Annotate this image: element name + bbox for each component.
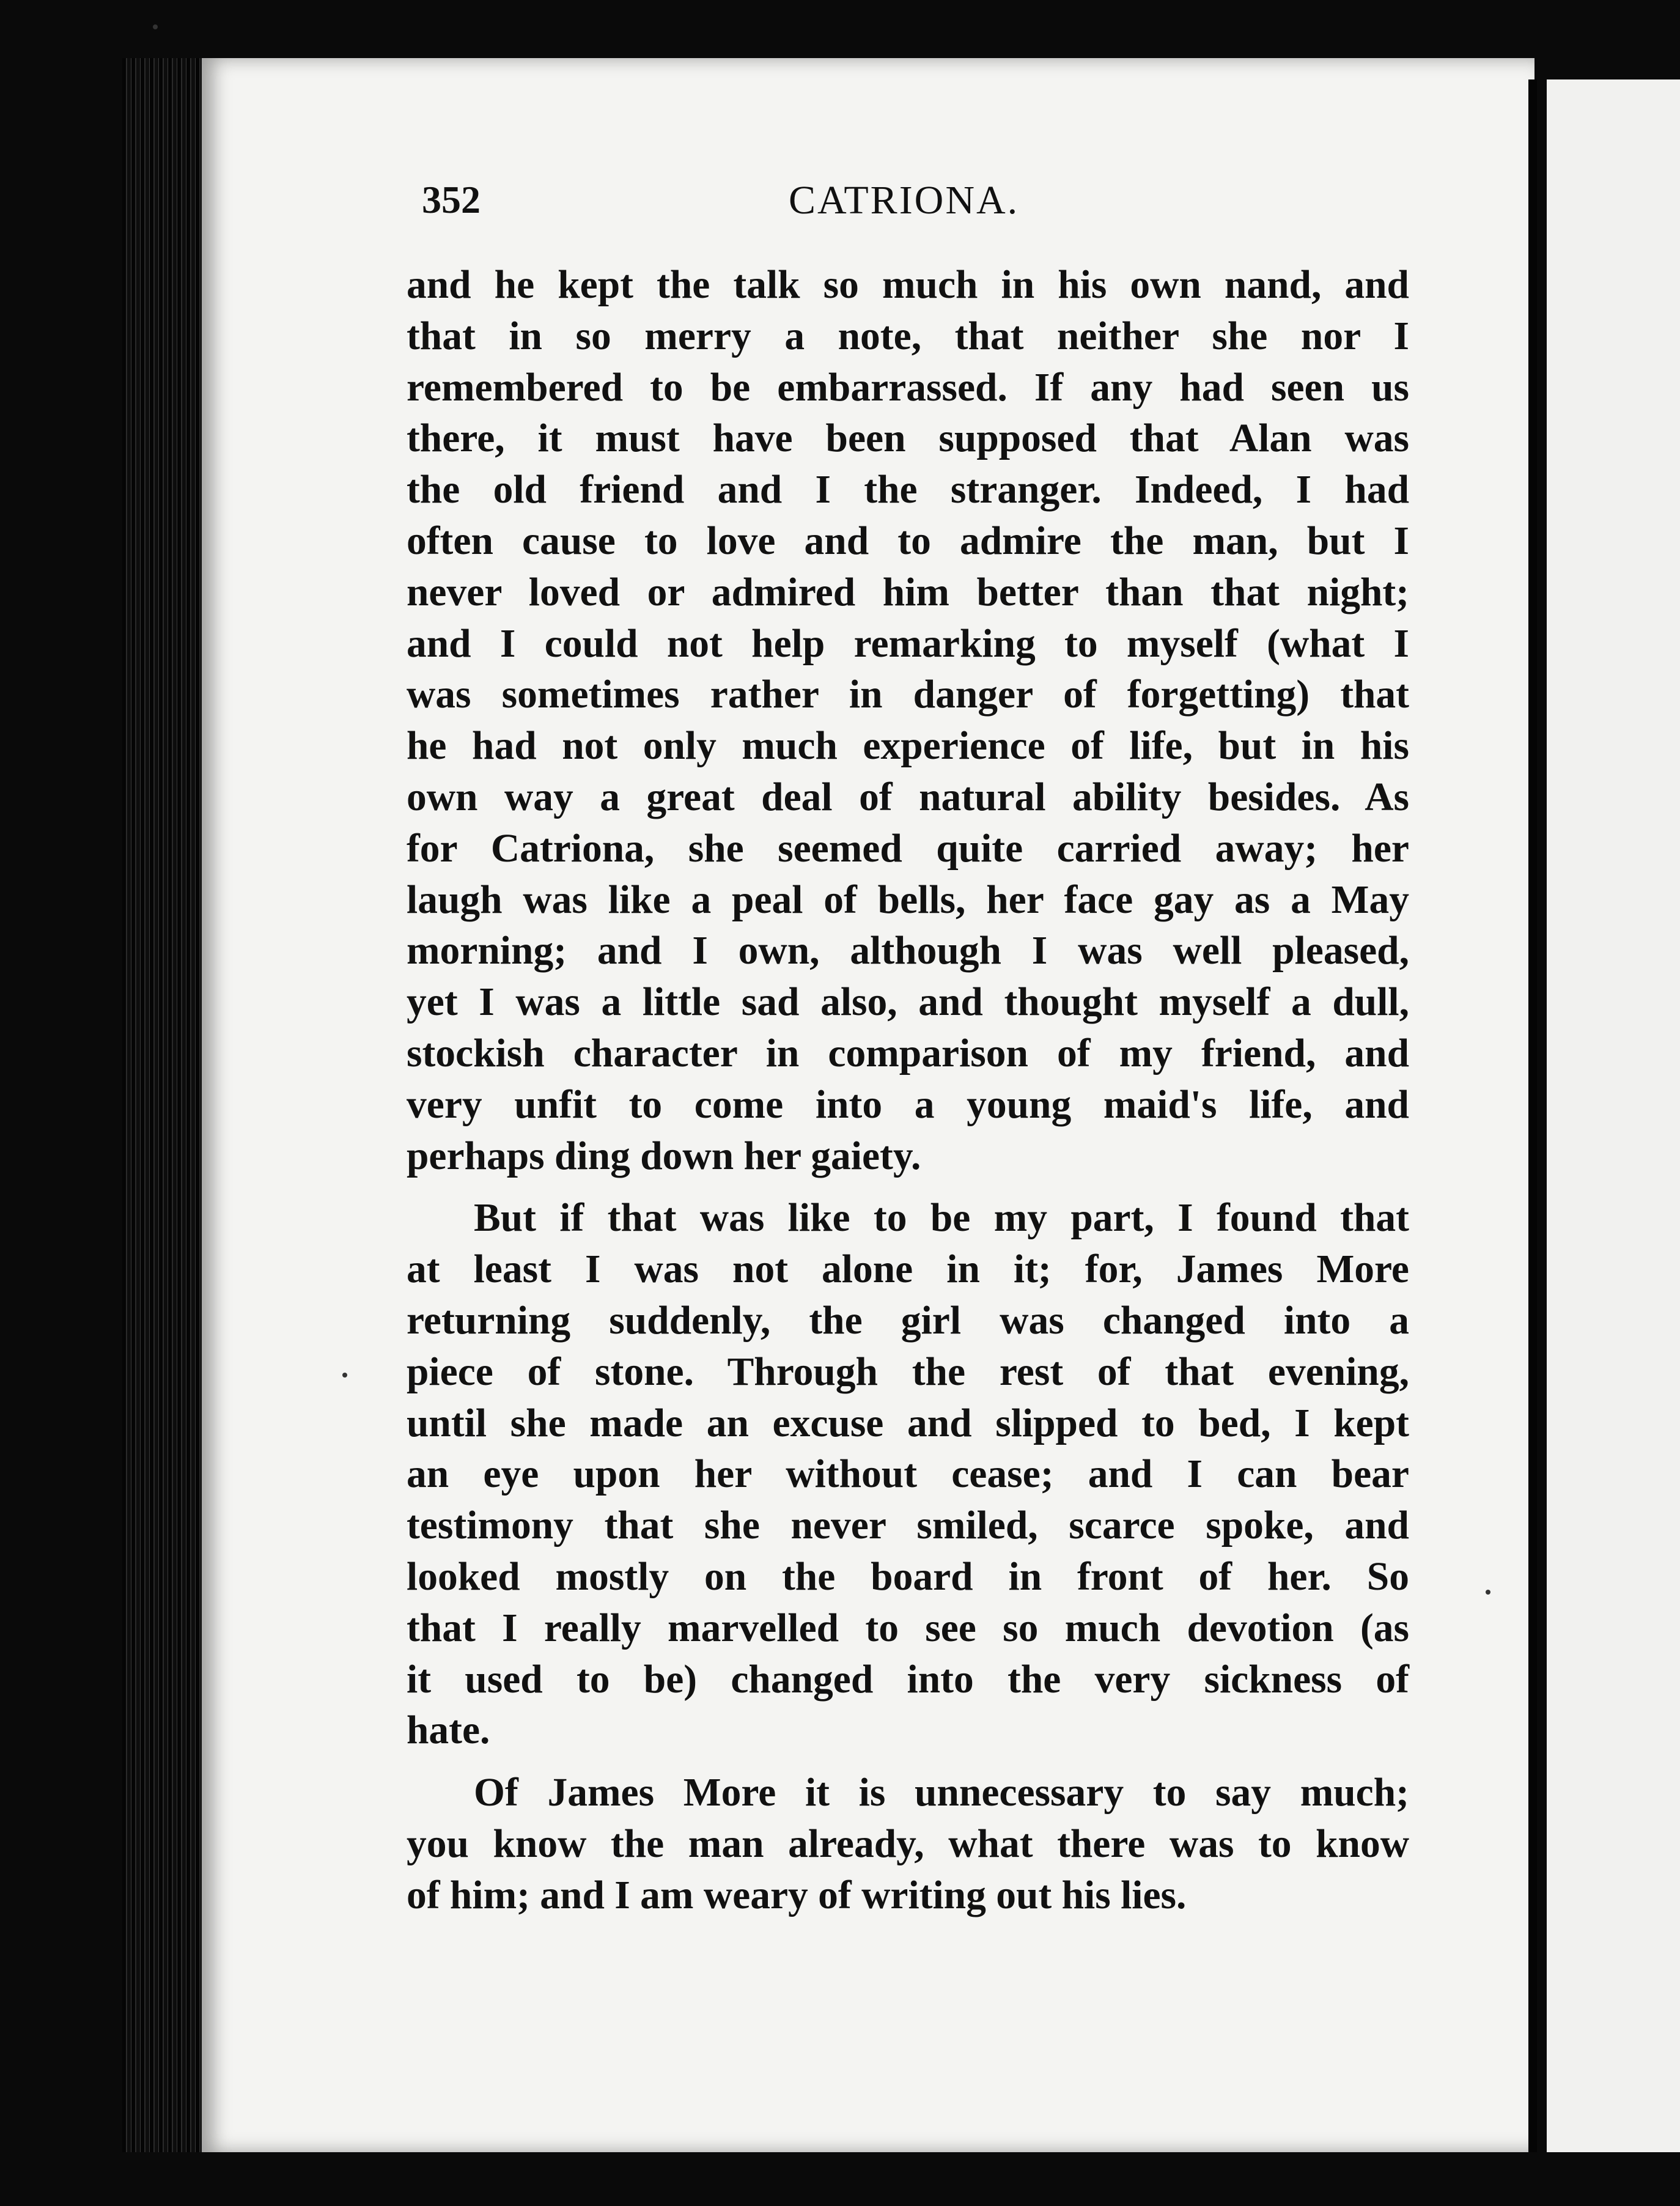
paragraph — [407, 1193, 1409, 1757]
text-line: piece of stone. Through the rest of that evening, — [407, 1349, 1409, 1394]
text-line: hate. — [407, 1708, 490, 1753]
scan-speck — [342, 1373, 347, 1378]
text-line: laugh was like a peal of bells, her face gay as a May — [407, 877, 1409, 922]
text-line: and I could not help remarking to myself (what I — [407, 621, 1409, 666]
paragraph-gap — [407, 1757, 1409, 1768]
scan-speck — [153, 24, 158, 29]
page-number: 352 — [422, 178, 481, 221]
text-line: of him; and I am weary of writing out his lies. — [407, 1873, 1187, 1917]
text-line: stockish character in comparison of my friend, and — [407, 1031, 1409, 1075]
page-gutter — [1528, 79, 1537, 2152]
text-line: until she made an excuse and slipped to bed, I kept — [407, 1401, 1409, 1445]
text-line: never loved or admired him better than that night; — [407, 570, 1409, 614]
text-line: Of James More it is unnecessary to say much; — [474, 1771, 1409, 1815]
text-line: remembered to be embarrassed. If any had seen us — [407, 365, 1409, 410]
book-edge — [122, 58, 214, 2152]
paragraph-gap — [407, 1182, 1409, 1193]
text-line: and he kept the talk so much in his own nand, and — [407, 263, 1409, 307]
text-line: there, it must have been supposed that Alan was — [407, 416, 1409, 461]
text-line: yet I was a little sad also, and thought myself a dull, — [407, 980, 1409, 1025]
scan-speck — [1486, 1590, 1490, 1595]
text-line: he had not only much experience of life, but in his — [407, 724, 1409, 769]
text-line: was sometimes rather in danger of forgetting) that — [407, 673, 1409, 717]
text-line: it used to be) changed into the very sickness of — [407, 1657, 1409, 1702]
text-line: at least I was not alone in it; for, James More — [407, 1247, 1409, 1292]
text-line: for Catriona, she seemed quite carried away; her — [407, 826, 1409, 871]
body-text — [407, 260, 1409, 1922]
text-line: testimony that she never smiled, scarce spoke, and — [407, 1503, 1409, 1548]
text-line: But if that was like to be my part, I found that — [474, 1196, 1409, 1241]
text-line: perhaps ding down her gaiety. — [407, 1134, 921, 1178]
text-line: an eye upon her without cease; and I can bear — [407, 1452, 1409, 1497]
text-line: morning; and I own, although I was well pleased, — [407, 929, 1409, 973]
text-line: that in so merry a note, that neither she nor I — [407, 314, 1409, 358]
text-line: very unfit to come into a young maid's life, and — [407, 1082, 1409, 1127]
text-line: returning suddenly, the girl was changed into a — [407, 1298, 1409, 1343]
text-line: that I really marvelled to see so much devotion (as — [407, 1606, 1409, 1650]
text-line: looked mostly on the board in front of her. So — [407, 1554, 1409, 1599]
text-line: often cause to love and to admire the man, but I — [407, 518, 1409, 563]
text-line: you know the man already, what there was to know — [407, 1821, 1409, 1866]
paragraph — [407, 260, 1409, 1182]
running-head: CATRIONA. — [789, 178, 1020, 223]
paragraph — [407, 1768, 1409, 1921]
text-line: own way a great deal of natural ability besides. As — [407, 775, 1409, 819]
facing-page-edge — [1547, 79, 1680, 2152]
text-line: the old friend and I the stranger. Indeed, I had — [407, 468, 1409, 512]
